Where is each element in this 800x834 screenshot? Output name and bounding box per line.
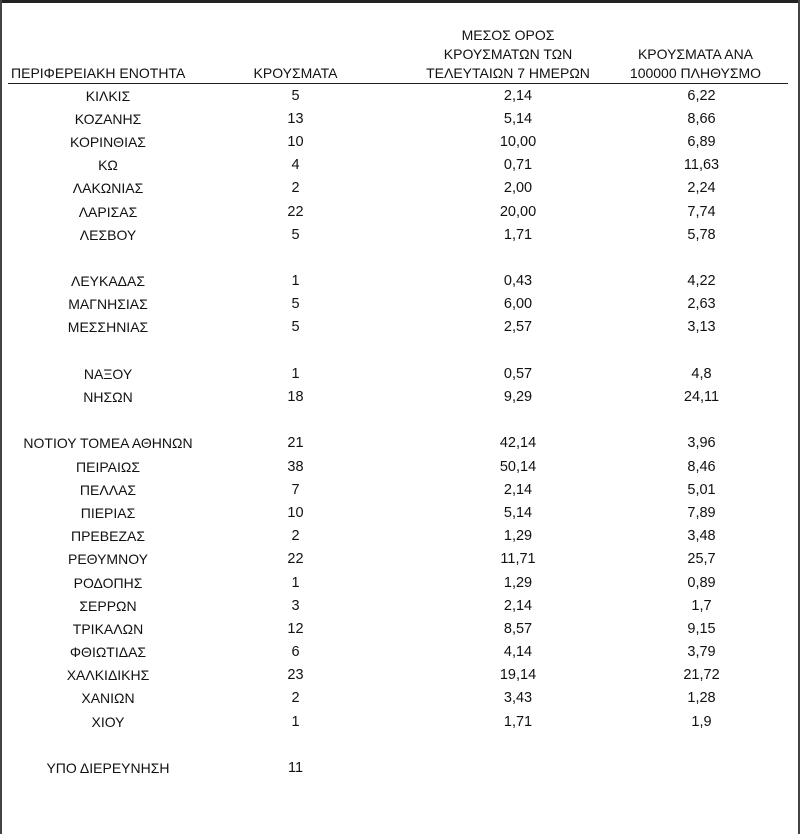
cases-cell: 13 xyxy=(287,110,304,127)
avg7-cell: 2,14 xyxy=(503,597,533,614)
header-region: ΠΕΡΙΦΕΡΕΙΑΚΗ ΕΝΟΤΗΤΑ xyxy=(8,26,208,84)
avg7-cell: 1,71 xyxy=(503,713,533,730)
per100k-cell: 4,22 xyxy=(687,273,716,290)
cases-cell: 22 xyxy=(287,203,304,220)
cases-cell: 1 xyxy=(291,713,300,730)
cases-cell: 18 xyxy=(287,389,304,406)
per100k-cell: 7,74 xyxy=(687,203,716,220)
cases-cell: 5 xyxy=(291,87,300,104)
avg7-cell: 9,29 xyxy=(503,389,533,406)
region-cell: ΛΑΚΩΝΙΑΣ xyxy=(72,180,144,197)
per100k-cell: 8,66 xyxy=(687,110,716,127)
region-cell: ΣΕΡΡΩΝ xyxy=(79,597,137,614)
per100k-cell: 2,63 xyxy=(687,296,716,313)
table-row xyxy=(8,177,788,200)
cases-cell: 10 xyxy=(287,133,304,150)
cases-table xyxy=(8,26,788,780)
region-cell: ΚΙΛΚΙΣ xyxy=(85,87,131,104)
cases-cell: 1 xyxy=(291,273,300,290)
table-row xyxy=(8,571,788,594)
region-cell: ΠΕΛΛΑΣ xyxy=(79,481,137,498)
table-row xyxy=(8,687,788,710)
avg7-cell: 5,14 xyxy=(503,504,533,521)
table-header-row xyxy=(8,26,788,84)
cases-cell: 3 xyxy=(291,597,300,614)
spacer-row xyxy=(8,409,788,432)
region-cell: ΠΡΕΒΕΖΑΣ xyxy=(70,528,145,545)
avg7-cell: 5,14 xyxy=(503,110,533,127)
avg7-cell: 3,43 xyxy=(503,690,533,707)
per100k-cell: 6,22 xyxy=(687,87,716,104)
cases-cell: 22 xyxy=(287,551,304,568)
region-cell: ΧΑΝΙΩΝ xyxy=(81,690,135,707)
table-row xyxy=(8,548,788,571)
table-row xyxy=(8,270,788,293)
cases-cell: 6 xyxy=(291,644,300,661)
cases-cell: 5 xyxy=(291,319,300,336)
region-cell: ΛΑΡΙΣΑΣ xyxy=(78,203,138,220)
avg7-cell: 4,14 xyxy=(503,644,533,661)
cases-cell: 5 xyxy=(291,296,300,313)
per100k-cell: 9,15 xyxy=(687,620,716,637)
table-row xyxy=(8,641,788,664)
table-row xyxy=(8,154,788,177)
table-row xyxy=(8,710,788,733)
left-border xyxy=(0,0,2,834)
per100k-cell: 1,9 xyxy=(691,713,712,730)
table-row xyxy=(8,316,788,339)
avg7-cell: 42,14 xyxy=(499,435,537,452)
table-row xyxy=(8,525,788,548)
table-row xyxy=(8,455,788,478)
cases-cell: 1 xyxy=(291,574,300,591)
table-row xyxy=(8,293,788,316)
region-cell: ΝΟΤΙΟΥ ΤΟΜΕΑ ΑΘΗΝΩΝ xyxy=(23,435,193,452)
table-row xyxy=(8,478,788,501)
per100k-cell: 21,72 xyxy=(683,667,720,684)
per100k-cell: 1,7 xyxy=(691,597,712,614)
region-cell: ΚΟΡΙΝΘΙΑΣ xyxy=(70,133,146,150)
top-border xyxy=(0,0,800,3)
region-cell: ΧΙΟΥ xyxy=(91,713,125,730)
table-row xyxy=(8,130,788,153)
per100k-cell: 11,63 xyxy=(683,157,720,174)
table-row xyxy=(8,107,788,130)
cases-cell: 21 xyxy=(287,435,304,452)
cases-cell: 10 xyxy=(287,504,304,521)
table-row xyxy=(8,200,788,223)
per100k-cell: 3,96 xyxy=(687,435,716,452)
spacer-row xyxy=(8,733,788,756)
table-row xyxy=(8,385,788,408)
avg7-cell: 8,57 xyxy=(503,620,533,637)
cases-cell: 2 xyxy=(291,180,300,197)
avg7-cell: 2,57 xyxy=(503,319,533,336)
per100k-cell: 5,78 xyxy=(687,226,716,243)
avg7-cell: 20,00 xyxy=(499,203,537,220)
region-cell: ΝΗΣΩΝ xyxy=(83,389,133,406)
per100k-cell: 2,24 xyxy=(687,180,716,197)
table-row xyxy=(8,223,788,246)
region-cell: ΜΑΓΝΗΣΙΑΣ xyxy=(68,296,148,313)
avg7-cell: 0,57 xyxy=(503,365,533,382)
region-cell: ΤΡΙΚΑΛΩΝ xyxy=(72,620,144,637)
region-cell: ΚΩ xyxy=(98,157,118,174)
avg7-cell: 2,14 xyxy=(503,87,533,104)
cases-cell: 12 xyxy=(287,620,304,637)
per100k-cell: 0,89 xyxy=(687,574,716,591)
region-cell: ΚΟΖΑΝΗΣ xyxy=(74,110,142,127)
avg7-cell: 10,00 xyxy=(499,133,537,150)
per100k-cell xyxy=(603,756,788,779)
avg7-cell: 50,14 xyxy=(499,458,537,475)
region-cell: ΧΑΛΚΙΔΙΚΗΣ xyxy=(66,667,150,684)
region-cell: ΡΟΔΟΠΗΣ xyxy=(73,574,143,591)
cases-cell: 2 xyxy=(291,528,300,545)
region-cell: ΠΙΕΡΙΑΣ xyxy=(80,504,136,521)
header-avg7: ΜΕΣΟΣ ΟΡΟΣ ΚΡΟΥΣΜΑΤΩΝ ΤΩΝ ΤΕΛΕΥΤΑΙΩΝ 7 ΗΜΕΡΩΝ xyxy=(413,26,603,84)
cases-cell: 23 xyxy=(287,667,304,684)
spacer-row xyxy=(8,339,788,362)
avg7-cell: 0,43 xyxy=(503,273,533,290)
table-row xyxy=(8,617,788,640)
region-cell: ΝΑΞΟΥ xyxy=(83,365,133,382)
cases-cell: 38 xyxy=(287,458,304,475)
avg7-cell xyxy=(413,756,603,779)
cases-cell: 4 xyxy=(291,157,300,174)
avg7-cell: 1,71 xyxy=(503,226,533,243)
cases-cell: 11 xyxy=(287,760,304,777)
per100k-cell: 24,11 xyxy=(683,389,720,406)
region-cell: ΡΕΘΥΜΝΟΥ xyxy=(67,551,148,568)
avg7-cell: 11,71 xyxy=(500,551,536,568)
cases-cell: 7 xyxy=(291,481,300,498)
spacer-row xyxy=(8,246,788,269)
avg7-cell: 1,29 xyxy=(503,574,533,591)
per100k-cell: 4,8 xyxy=(691,365,712,382)
per100k-cell: 3,48 xyxy=(687,528,716,545)
avg7-cell: 19,14 xyxy=(499,667,537,684)
region-cell: ΜΕΣΣΗΝΙΑΣ xyxy=(67,319,149,336)
avg7-cell: 1,29 xyxy=(503,528,533,545)
region-cell: ΦΘΙΩΤΙΔΑΣ xyxy=(69,644,147,661)
avg7-cell: 6,00 xyxy=(503,296,533,313)
per100k-cell: 8,46 xyxy=(687,458,716,475)
per100k-cell: 6,89 xyxy=(687,133,716,150)
per100k-cell: 7,89 xyxy=(687,504,716,521)
per100k-cell: 25,7 xyxy=(687,551,716,568)
header-per100k: ΚΡΟΥΣΜΑΤΑ ΑΝΑ 100000 ΠΛΗΘΥΣΜΟ xyxy=(603,26,788,84)
avg7-cell: 2,14 xyxy=(503,481,533,498)
per100k-cell: 3,79 xyxy=(687,644,716,661)
table-row xyxy=(8,664,788,687)
table-row xyxy=(8,84,788,108)
avg7-cell: 0,71 xyxy=(503,157,533,174)
region-cell: ΛΕΣΒΟΥ xyxy=(79,226,137,243)
per100k-cell: 1,28 xyxy=(687,690,716,707)
per100k-cell: 3,13 xyxy=(687,319,716,336)
table-body xyxy=(8,84,788,780)
cases-cell: 1 xyxy=(291,365,300,382)
table-row xyxy=(8,756,788,779)
cases-cell: 5 xyxy=(291,226,300,243)
table-row xyxy=(8,432,788,455)
table-row xyxy=(8,594,788,617)
region-cell: ΠΕΙΡΑΙΩΣ xyxy=(76,458,140,475)
cases-cell: 2 xyxy=(291,690,300,707)
header-cases: ΚΡΟΥΣΜΑΤΑ xyxy=(208,26,413,84)
region-cell: ΛΕΥΚΑΔΑΣ xyxy=(70,273,146,290)
per100k-cell: 5,01 xyxy=(687,481,716,498)
table-row xyxy=(8,501,788,524)
region-cell: ΥΠΟ ΔΙΕΡΕΥΝΗΣΗ xyxy=(46,760,170,777)
avg7-cell: 2,00 xyxy=(503,180,533,197)
table-row xyxy=(8,362,788,385)
